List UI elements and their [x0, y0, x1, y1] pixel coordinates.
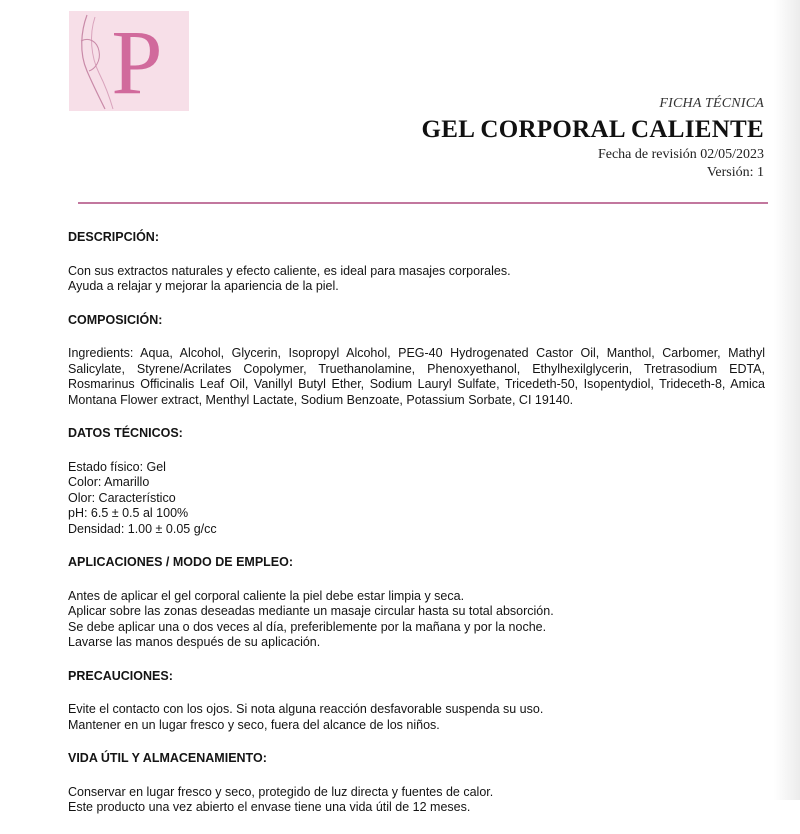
ingredients-text: Ingredients: Aqua, Alcohol, Glycerin, Isopropyl Alcohol, PEG-40 Hydrogenated Castor Oil, Manthol, Carbomer, Mathyl Salicylate, Styrene/Acrilates Copolymer, Truethanolamine, Phenoxyethanol, Ethylhexilglycerin, Tretrasodium EDTA, Rosmarinus Officinalis Leaf Oil, Vanillyl Butyl Ether, Sodium Lauryl Sulfate, Tricedeth-50, Isopentydiol, Trideceth-8, Amica Montana Flower extract, Menthyl Lactate, Sodium Benzoate, Potassium Sorbate, CI 19140. — [68, 346, 765, 407]
section-title: VIDA ÚTIL Y ALMACENAMIENTO: — [68, 751, 267, 765]
spec-line: Olor: Característico — [68, 490, 176, 505]
section-text — [68, 702, 765, 733]
section-descripcion — [68, 230, 765, 295]
text-line: Este producto una vez abierto el envase tiene una vida útil de 12 meses. — [68, 800, 471, 814]
text-line: Evite el contacto con los ojos. Si nota alguna reacción desfavorable suspenda su uso. — [68, 702, 544, 716]
text-line: Se debe aplicar una o dos veces al día, preferiblemente por la mañana y por la noche. — [68, 619, 547, 634]
section-text — [68, 460, 765, 538]
spec-line: Color: Amarillo — [68, 475, 150, 489]
brand-logo — [69, 11, 189, 111]
text-line: Ayuda a relajar y mejorar la apariencia de la piel. — [68, 279, 339, 293]
header-divider — [78, 202, 768, 204]
section-precauciones — [68, 669, 765, 734]
text-line: Con sus extractos naturales y efecto caliente, es ideal para masajes corporales. — [68, 263, 511, 278]
logo-profile-line-2 — [92, 17, 113, 109]
section-title: PRECAUCIONES: — [68, 668, 173, 683]
section-title: APLICACIONES / MODO DE EMPLEO: — [68, 555, 294, 569]
text-line: Lavarse las manos después de su aplicación. — [68, 635, 321, 649]
section-text — [68, 264, 765, 295]
revision-date: Fecha de revisión 02/05/2023 — [597, 147, 764, 162]
spec-line: Estado físico: Gel — [68, 459, 166, 474]
spec-line: pH: 6.5 ± 0.5 al 100% — [68, 506, 189, 520]
page-title: GEL CORPORAL CALIENTE — [421, 116, 764, 143]
version-number: Versión: 1 — [706, 165, 764, 180]
text-line: Antes de aplicar el gel corporal caliente la piel debe estar limpia y seca. — [68, 588, 465, 603]
section-title: COMPOSICIÓN: — [68, 312, 163, 327]
logo-profile-line-3 — [81, 39, 99, 71]
text-line: Conservar en lugar fresco y seco, protegido de luz directa y fuentes de calor. — [68, 784, 494, 799]
section-aplicaciones — [68, 555, 765, 651]
section-text — [68, 589, 765, 651]
page-edge-shadow — [774, 0, 800, 800]
logo-letter: P — [111, 11, 163, 111]
section-title: DESCRIPCIÓN: — [68, 230, 159, 244]
section-vida-util — [68, 751, 765, 816]
document-type: FICHA TÉCNICA — [659, 96, 764, 111]
text-line: Mantener en un lugar fresco y seco, fuera del alcance de los niños. — [68, 717, 440, 732]
logo-profile-line — [82, 15, 105, 109]
logo-graphic — [69, 11, 189, 111]
section-title: DATOS TÉCNICOS: — [68, 426, 183, 440]
text-line: Aplicar sobre las zonas deseadas mediante un masaje circular hasta su total absorción. — [68, 604, 554, 618]
section-composicion — [68, 313, 765, 409]
section-text — [68, 785, 765, 816]
section-datos-tecnicos — [68, 426, 765, 537]
document-body — [68, 230, 765, 834]
spec-line: Densidad: 1.00 ± 0.05 g/cc — [68, 521, 217, 536]
